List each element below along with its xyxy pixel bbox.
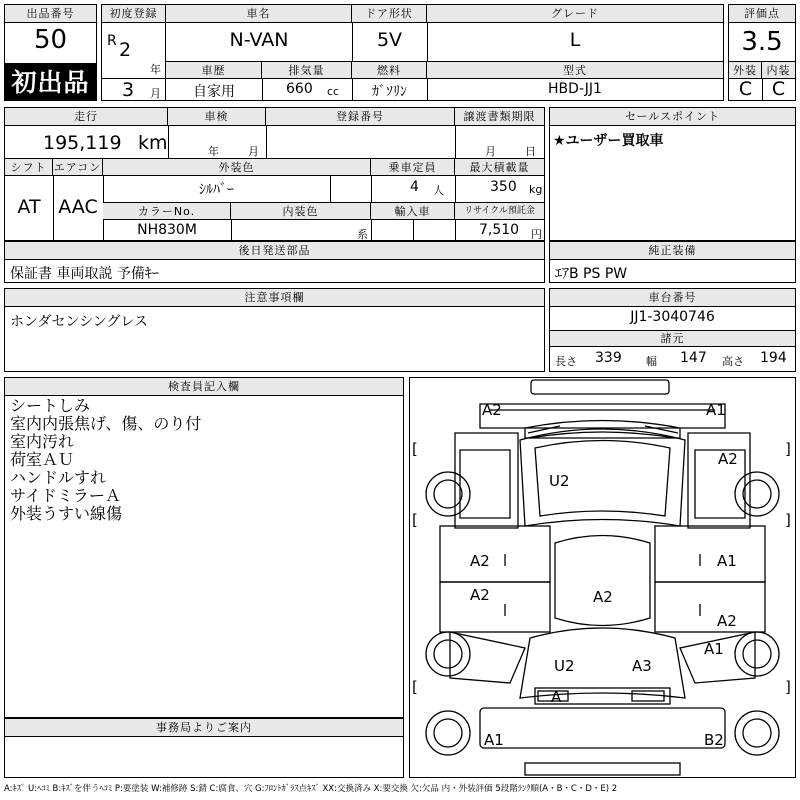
displacement-unit: cc	[327, 85, 340, 98]
length-label: 長さ	[555, 355, 577, 368]
max-load-label: 最大積載量	[455, 158, 544, 176]
capacity-unit: 人	[433, 184, 444, 197]
capacity: 4	[410, 179, 419, 195]
damage-mark: U2	[549, 472, 570, 490]
mileage-label: 走行	[5, 108, 168, 126]
lot-number-box	[4, 4, 97, 64]
chassis-box	[549, 288, 796, 372]
door-label: ドア形状	[352, 5, 427, 23]
transfer-deadline-label: 譲渡書類期限	[455, 108, 544, 126]
model-label: 型式	[427, 61, 723, 79]
genuine-equipment-box	[549, 241, 796, 283]
genuine-equipment-label: 純正装備	[550, 242, 795, 260]
sales-point-text: ★ユーザー買取車	[553, 133, 664, 149]
interior-label: 内装	[762, 61, 795, 79]
mileage-unit: km	[138, 132, 168, 154]
inspection-month-unit: 月	[248, 145, 259, 158]
car-info-box	[165, 4, 724, 101]
later-parts-box	[4, 241, 545, 283]
damage-mark: A1	[704, 640, 724, 658]
damage-mark: A	[551, 688, 562, 706]
damage-mark: A2	[470, 586, 490, 604]
inspector-line: サイドミラーＡ	[10, 486, 121, 505]
legend: A:ｷｽﾞ U:ﾍｺﾐ B:ｷｽﾞを伴うﾍｺﾐ P:要塗装 W:補修跡 S:錆 C:腐食、穴 G:ﾌﾛﾝﾄｶﾞﾗｽ点ｷｽﾞ XX:交換済み X:要交換 欠:欠品 内・外装評価 5段階ﾗﾝｸ順(A・B・C・D・E) 2	[4, 784, 618, 794]
later-parts-label: 後日発送部品	[5, 242, 544, 260]
reg-number-label: 登録番号	[266, 108, 455, 126]
damage-diagram	[409, 377, 796, 778]
chassis-label: 車台番号	[550, 289, 795, 307]
interior-score: C	[771, 78, 786, 100]
recycle-unit: 円	[531, 228, 542, 241]
office-label: 事務局よりご案内	[5, 719, 403, 737]
inspector-line: 室内内張焦げ、傷、のり付	[10, 414, 202, 433]
sales-point-box	[549, 107, 796, 241]
damage-mark: A2	[717, 612, 737, 630]
int-color-suffix: 系	[357, 228, 368, 241]
score-label: 評価点	[729, 5, 795, 23]
int-color-label: 内装色	[231, 202, 371, 220]
bracket-right: ]	[785, 678, 791, 696]
bracket-left: [	[412, 678, 418, 696]
damage-mark: B2	[704, 731, 724, 749]
inspector-line: ハンドルすれ	[10, 468, 107, 487]
sales-point-label: セールスポイント	[550, 108, 795, 126]
transfer-month-unit: 月	[485, 145, 496, 158]
damage-mark: A3	[632, 657, 652, 675]
dims-label: 諸元	[550, 330, 795, 347]
ext-color-label: 外装色	[103, 158, 371, 176]
damage-mark: U2	[554, 657, 575, 675]
inspector-line: 室内汚れ	[10, 432, 75, 451]
reg-year: 2	[119, 39, 132, 61]
displacement-label: 排気量	[262, 61, 352, 79]
ac: AAC	[58, 196, 98, 218]
notes-label: 注意事項欄	[5, 289, 544, 307]
era: R	[107, 33, 117, 49]
bracket-right: ]	[785, 440, 791, 458]
grade: L	[569, 29, 581, 51]
length: 339	[595, 350, 622, 366]
car-name-label: 車名	[166, 5, 352, 23]
fuel: ｶﾞｿﾘﾝ	[372, 84, 407, 100]
recycle-label: リサイクル預託金	[455, 202, 544, 220]
lot-number: 50	[33, 25, 68, 55]
height-label: 高さ	[722, 355, 744, 368]
car-outline	[410, 378, 795, 777]
inspection-label: 車検	[168, 108, 266, 126]
damage-mark: A2	[470, 552, 490, 570]
history-label: 車歴	[166, 61, 262, 79]
inspection-year-unit: 年	[208, 145, 219, 158]
damage-mark: A1	[717, 552, 737, 570]
shift-label: シフト	[5, 158, 53, 176]
damage-mark: A2	[593, 588, 613, 606]
max-load-unit: kg	[529, 183, 543, 196]
year-unit: 年	[150, 63, 161, 76]
notes-box	[4, 288, 545, 372]
car-name: N-VAN	[229, 29, 289, 51]
max-load: 350	[490, 179, 517, 195]
chassis-number: JJ1-3040746	[630, 309, 715, 325]
first-registration-box	[101, 4, 166, 101]
ac-label: エアコン	[53, 158, 103, 176]
height: 194	[760, 350, 787, 366]
fuel-label: 燃料	[352, 61, 427, 79]
damage-mark: A1	[706, 401, 726, 419]
exterior-label: 外装	[729, 61, 762, 79]
import-label: 輸入車	[371, 202, 455, 220]
damage-mark: A1	[484, 731, 504, 749]
recycle-fee: 7,510	[479, 222, 520, 238]
inspector-line: シートしみ	[10, 396, 91, 415]
inspector-line: 荷室ＡＵ	[10, 450, 75, 469]
notes-text: ホンダセンシングレス	[10, 314, 149, 330]
shift: AT	[17, 196, 41, 218]
inspector-line: 外装うすい線傷	[10, 504, 123, 523]
genuine-equipment-text: ｴｱB PS PW	[555, 266, 628, 282]
mileage: 195,119	[43, 132, 122, 154]
door-type: 5V	[376, 29, 403, 51]
first-registration-label: 初度登録	[102, 5, 165, 23]
bracket-right: ]	[785, 511, 791, 529]
capacity-label: 乗車定員	[371, 158, 455, 176]
ext-color: ｼﾙﾊﾞｰ	[199, 182, 234, 198]
exterior-score: C	[738, 78, 753, 100]
history: 自家用	[193, 84, 235, 100]
score: 3.5	[741, 27, 783, 57]
displacement: 660	[286, 81, 313, 97]
transfer-day-unit: 日	[525, 145, 536, 158]
width-label: 幅	[646, 355, 657, 368]
later-parts-text: 保証書 車両取説 予備ｷｰ	[10, 266, 159, 282]
reg-month: 3	[122, 79, 135, 101]
inspector-label: 検査員記入欄	[5, 378, 403, 396]
damage-mark: A2	[718, 450, 738, 468]
score-box	[728, 4, 796, 101]
office-box	[4, 718, 404, 778]
month-unit: 月	[150, 87, 161, 100]
grade-label: グレード	[427, 5, 723, 23]
first-listing-badge: 初出品	[4, 64, 97, 101]
bracket-left: [	[412, 511, 418, 529]
model: HBD-JJ1	[548, 81, 602, 97]
color-no-label: カラーNo.	[103, 202, 231, 220]
width: 147	[680, 350, 707, 366]
damage-mark: A2	[482, 401, 502, 419]
color-no: NH830M	[137, 222, 197, 238]
inspector-box	[4, 377, 404, 718]
specs-box	[4, 107, 545, 241]
bracket-left: [	[412, 440, 418, 458]
lot-number-label: 出品番号	[5, 5, 96, 23]
